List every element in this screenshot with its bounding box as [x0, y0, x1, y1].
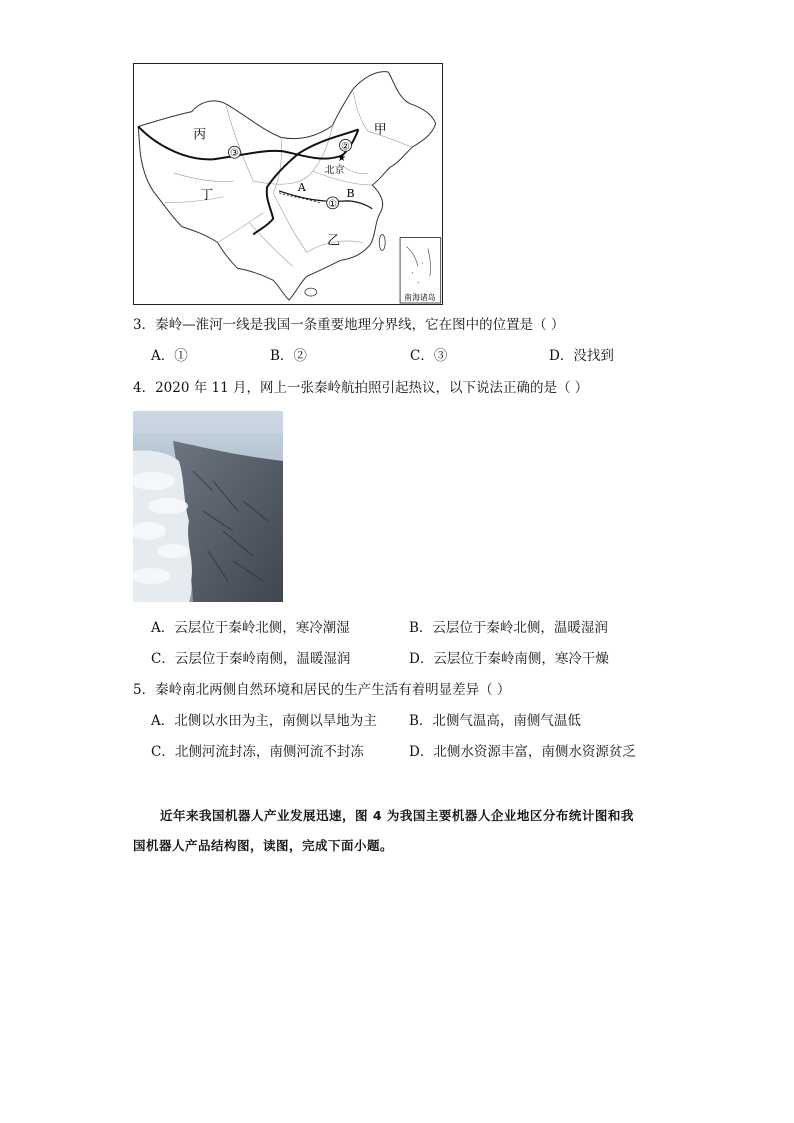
boundary-line-3 [138, 126, 358, 159]
china-map-svg [134, 64, 442, 304]
region-label-yi: 乙 [327, 233, 341, 249]
intro-paragraph-line-2: 国机器人产品结构图，读图，完成下面小题。 [133, 838, 394, 853]
china-outline [138, 72, 436, 303]
question-3-option-a[interactable]: A．① [151, 348, 188, 364]
region-label-jia: 甲 [373, 122, 387, 138]
point-label-a: A [297, 180, 306, 194]
question-5-option-d[interactable]: D．北侧水资源丰富，南侧水资源贫乏 [409, 744, 636, 760]
label-circle-2: ② [341, 141, 350, 153]
region-label-ding: 丁 [200, 187, 214, 203]
question-3-option-b[interactable]: B．② [270, 348, 307, 364]
capital-label: 北京 [324, 165, 345, 177]
point-label-b: B [346, 186, 355, 200]
capital-star-icon: ★ [337, 153, 346, 165]
qinling-dotted-line [279, 193, 321, 203]
question-4-option-b[interactable]: B．云层位于秦岭北侧，温暖湿润 [409, 620, 608, 636]
question-5-option-a[interactable]: A．北侧以水田为主，南侧以旱地为主 [151, 713, 377, 729]
question-5-stem: 5．秦岭南北两侧自然环境和居民的生产生活有着明显差异（ ） [133, 682, 511, 698]
question-4-stem: 4．2020 年 11 月，网上一张秦岭航拍照引起热议，以下说法正确的是（ ） [133, 380, 589, 396]
question-3-stem: 3．秦岭—淮河一线是我国一条重要地理分界线，它在图中的位置是（ ） [133, 317, 565, 333]
region-label-bing: 丙 [193, 127, 207, 143]
question-3-option-d[interactable]: D．没找到 [549, 348, 614, 364]
qinling-aerial-photo [133, 411, 283, 602]
label-circle-3: ③ [230, 148, 239, 160]
intro-paragraph-line-1: 近年来我国机器人产业发展迅速，图 4 为我国主要机器人企业地区分布统计图和我 [160, 808, 634, 823]
inset-label: 南海诸岛 [404, 293, 436, 303]
question-3-option-c[interactable]: C．③ [410, 348, 448, 364]
question-4-option-d[interactable]: D．云层位于秦岭南侧，寒冷干燥 [409, 651, 609, 667]
question-5-option-b[interactable]: B．北侧气温高，南侧气温低 [409, 713, 581, 729]
china-map-figure [133, 63, 443, 305]
huaihe-line [279, 191, 372, 209]
question-4-option-c[interactable]: C．云层位于秦岭南侧，温暖湿润 [151, 651, 351, 667]
question-5-option-c[interactable]: C．北侧河流封冻，南侧河流不封冻 [151, 744, 364, 760]
label-circle-1: ① [328, 198, 338, 210]
question-4-option-a[interactable]: A．云层位于秦岭北侧，寒冷潮湿 [151, 620, 350, 636]
